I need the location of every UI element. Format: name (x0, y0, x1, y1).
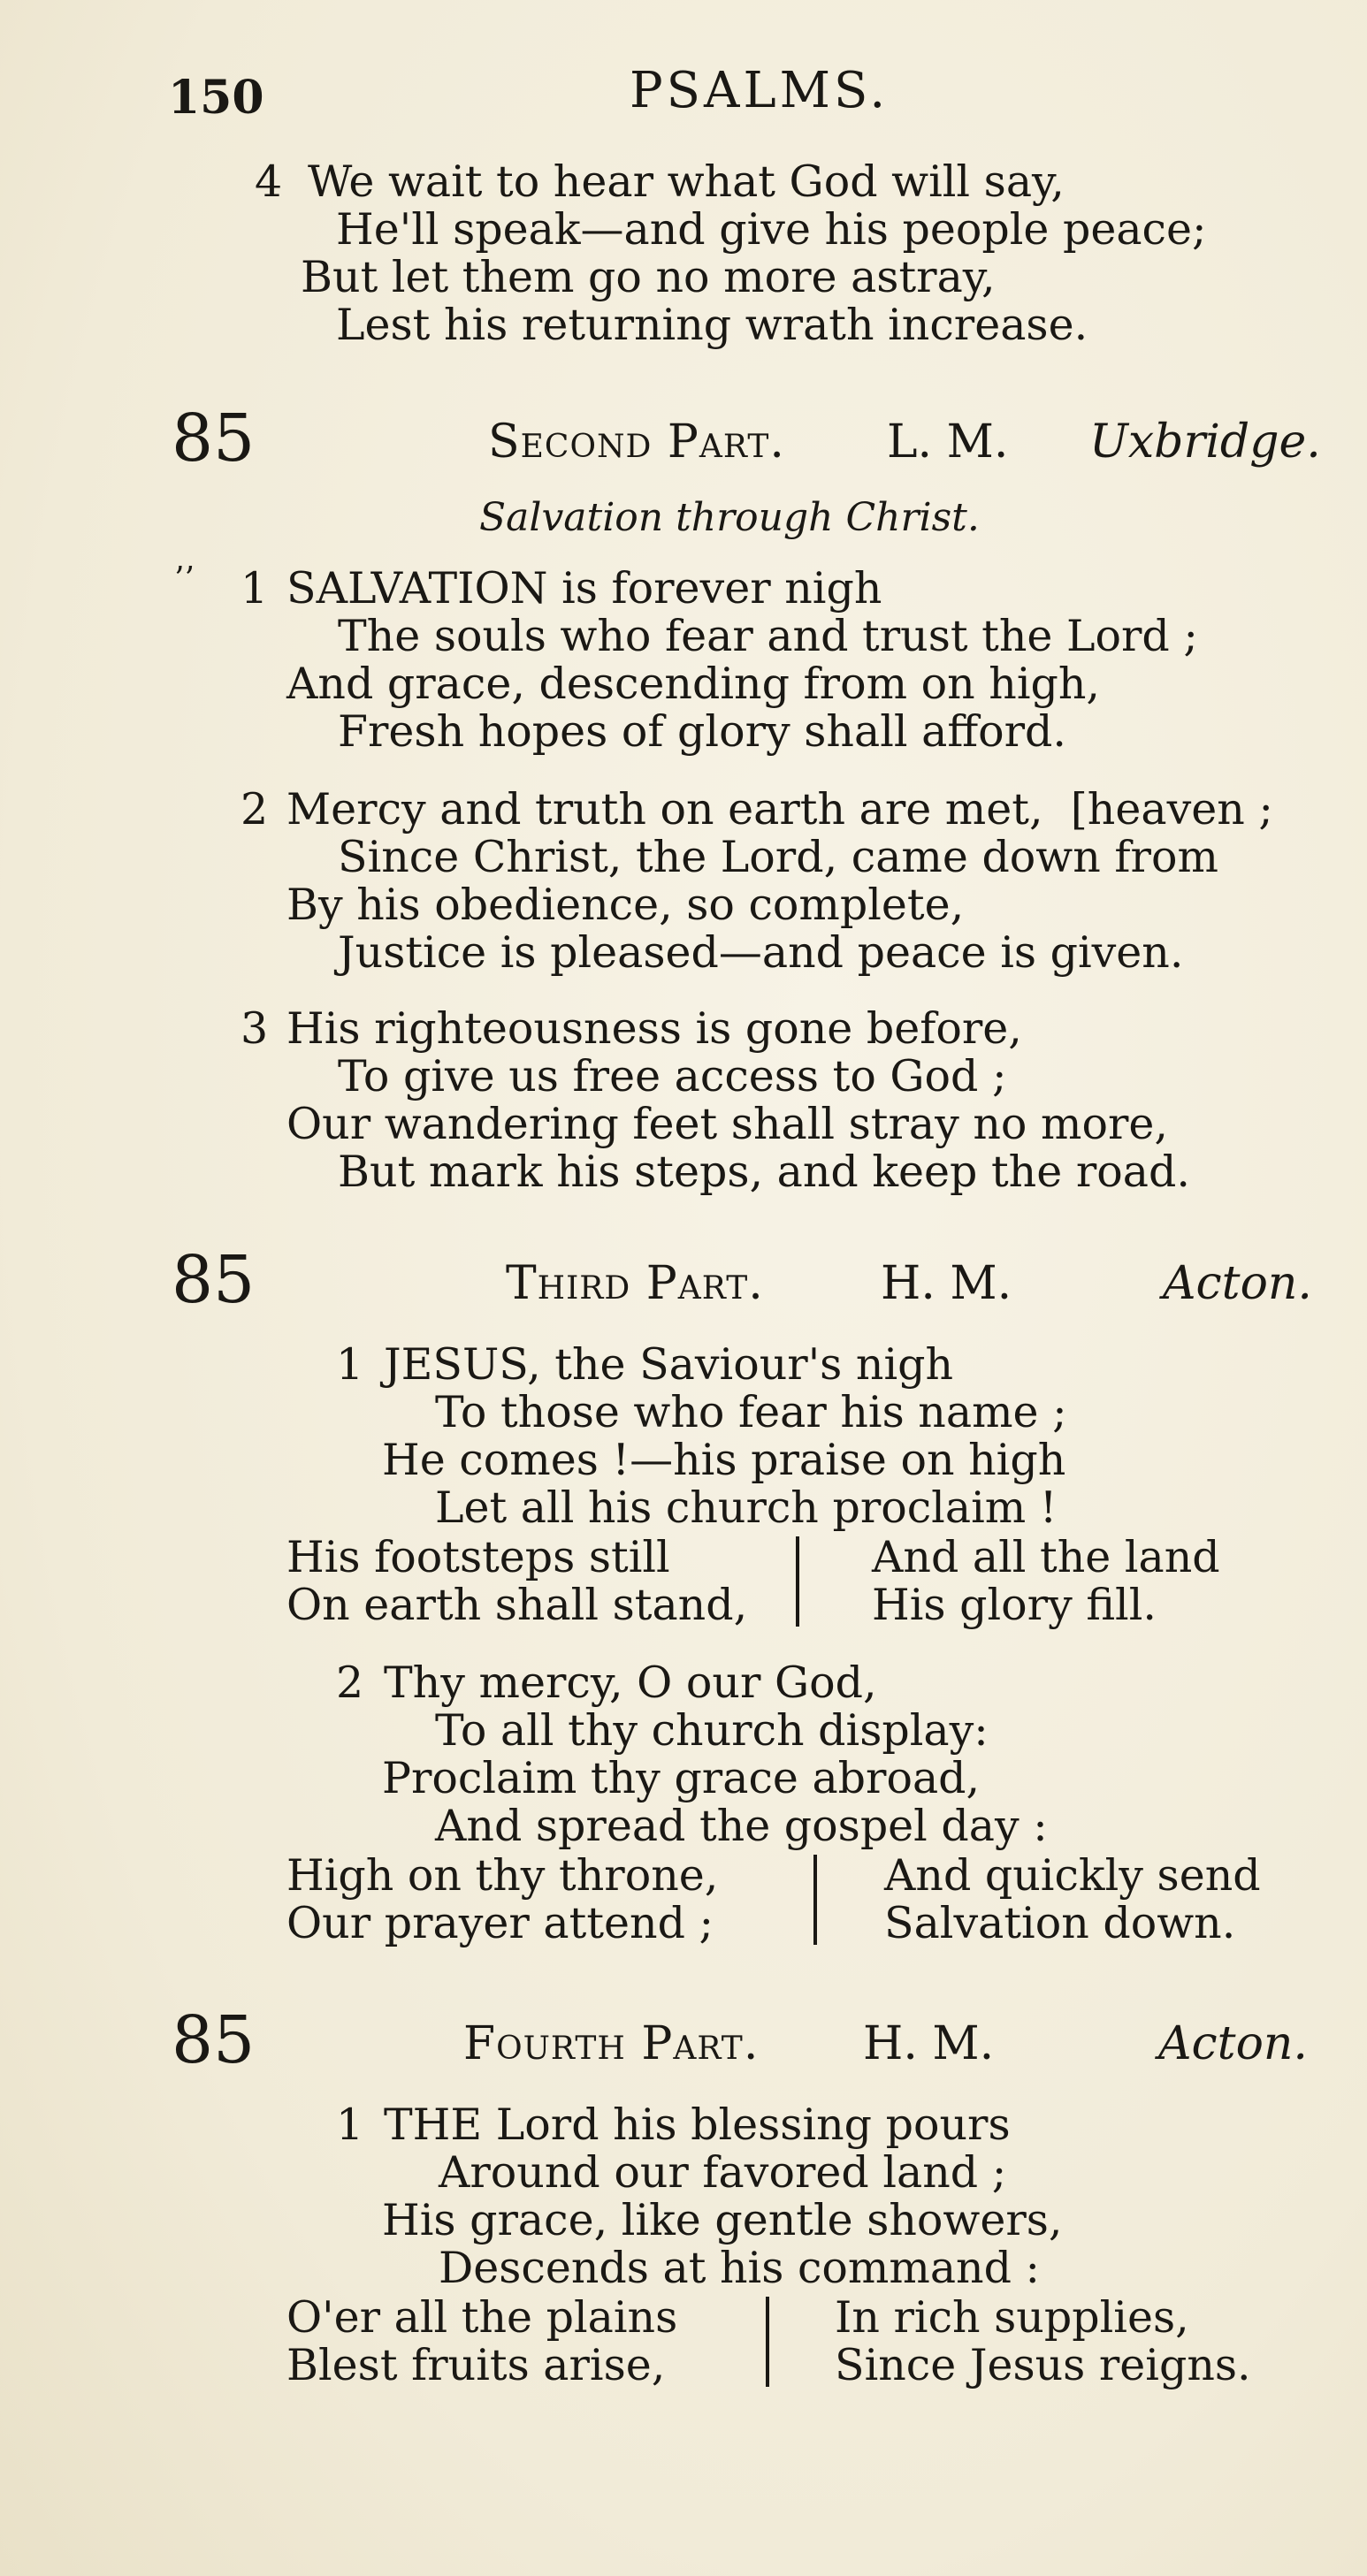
verse-line-right: In rich supplies, (835, 2292, 1189, 2343)
verse-line: JESUS, the Saviour's nigh (384, 1339, 954, 1390)
verse-line: His righteousness is gone before, (286, 1003, 1022, 1054)
margin-mark: ʼʼ (173, 561, 194, 598)
verse-line: By his obedience, so complete, (286, 880, 965, 930)
verse-line-right: His glory fill. (872, 1580, 1157, 1630)
verse-line-left: On earth shall stand, (286, 1580, 748, 1630)
verse-line-left: His footsteps still (286, 1532, 670, 1582)
page-number: 150 (168, 71, 264, 125)
verse-line: Descends at his command : (439, 2243, 1041, 2293)
verse-line: His grace, like gentle showers, (382, 2195, 1063, 2245)
verse-line: SALVATION is forever nigh (286, 563, 882, 614)
verse-line: Let all his church proclaim ! (435, 1482, 1058, 1533)
hymn-tune: Uxbridge. (1089, 415, 1321, 469)
hymn-tune: Acton. (1163, 1257, 1312, 1310)
column-divider (796, 1536, 799, 1627)
stanza-number: 1 (241, 563, 269, 614)
column-divider (766, 2297, 769, 2387)
verse-line: He'll speak—and give his people peace; (336, 204, 1207, 255)
hymn-meter: H. M. (881, 1257, 1012, 1310)
verse-line: Thy mercy, O our God, (384, 1658, 877, 1708)
stanza-number: 4 (255, 156, 283, 207)
stanza-number: 3 (241, 1003, 269, 1054)
hymn-number: 85 (172, 1242, 256, 1318)
stanza-number: 2 (336, 1658, 364, 1708)
verse-line: Since Christ, the Lord, came down from (338, 832, 1218, 882)
running-title: PSALMS. (630, 62, 890, 119)
verse-line: But mark his steps, and keep the road. (338, 1147, 1190, 1197)
verse-line-right: And all the land (872, 1532, 1220, 1582)
verse-line: To give us free access to God ; (338, 1051, 1007, 1101)
verse-line: And spread the gospel day : (435, 1801, 1048, 1851)
verse-line: We wait to hear what God will say, (308, 156, 1065, 207)
verse-line-right: Since Jesus reigns. (835, 2340, 1251, 2390)
hymn-part: Second Part. (488, 415, 785, 469)
verse-line: To those who fear his name ; (435, 1387, 1067, 1437)
verse-line: Justice is pleased—and peace is given. (338, 927, 1184, 978)
verse-line: Proclaim thy grace abroad, (382, 1753, 981, 1803)
hymn-tune: Acton. (1158, 2017, 1308, 2070)
hymn-meter: H. M. (863, 2017, 995, 2070)
hymn-subtitle: Salvation through Christ. (479, 495, 980, 540)
hymn-part: Fourth Part. (463, 2017, 760, 2070)
hymn-meter: L. M. (887, 415, 1009, 469)
verse-line-left: O'er all the plains (286, 2292, 678, 2343)
verse-line: Fresh hopes of glory shall afford. (338, 706, 1067, 757)
verse-line-right: And quickly send (884, 1850, 1261, 1901)
stanza-number: 1 (336, 1339, 364, 1390)
verse-line-left: Blest fruits arise, (286, 2340, 666, 2390)
verse-line: Around our favored land ; (439, 2147, 1007, 2198)
verse-line: He comes !—his praise on high (382, 1435, 1066, 1485)
hymn-part: Third Part. (506, 1257, 764, 1310)
verse-line-right: Salvation down. (884, 1898, 1236, 1948)
verse-line: To all thy church display: (435, 1705, 989, 1756)
hymn-number: 85 (172, 400, 256, 476)
stanza-number: 1 (336, 2100, 364, 2150)
verse-line: Lest his returning wrath increase. (336, 300, 1088, 350)
verse-line: Mercy and truth on earth are met, [heaven ; (286, 784, 1273, 835)
verse-line: Our wandering feet shall stray no more, (286, 1099, 1168, 1149)
verse-line-left: High on thy throne, (286, 1850, 719, 1901)
verse-line-left: Our prayer attend ; (286, 1898, 714, 1948)
verse-line: And grace, descending from on high, (286, 659, 1100, 709)
verse-line: The souls who fear and trust the Lord ; (338, 611, 1198, 661)
column-divider (813, 1855, 817, 1945)
verse-line: But let them go no more astray, (301, 252, 996, 302)
stanza-number: 2 (241, 784, 269, 835)
hymn-number: 85 (172, 2002, 256, 2078)
verse-line: THE Lord his blessing pours (384, 2100, 1011, 2150)
